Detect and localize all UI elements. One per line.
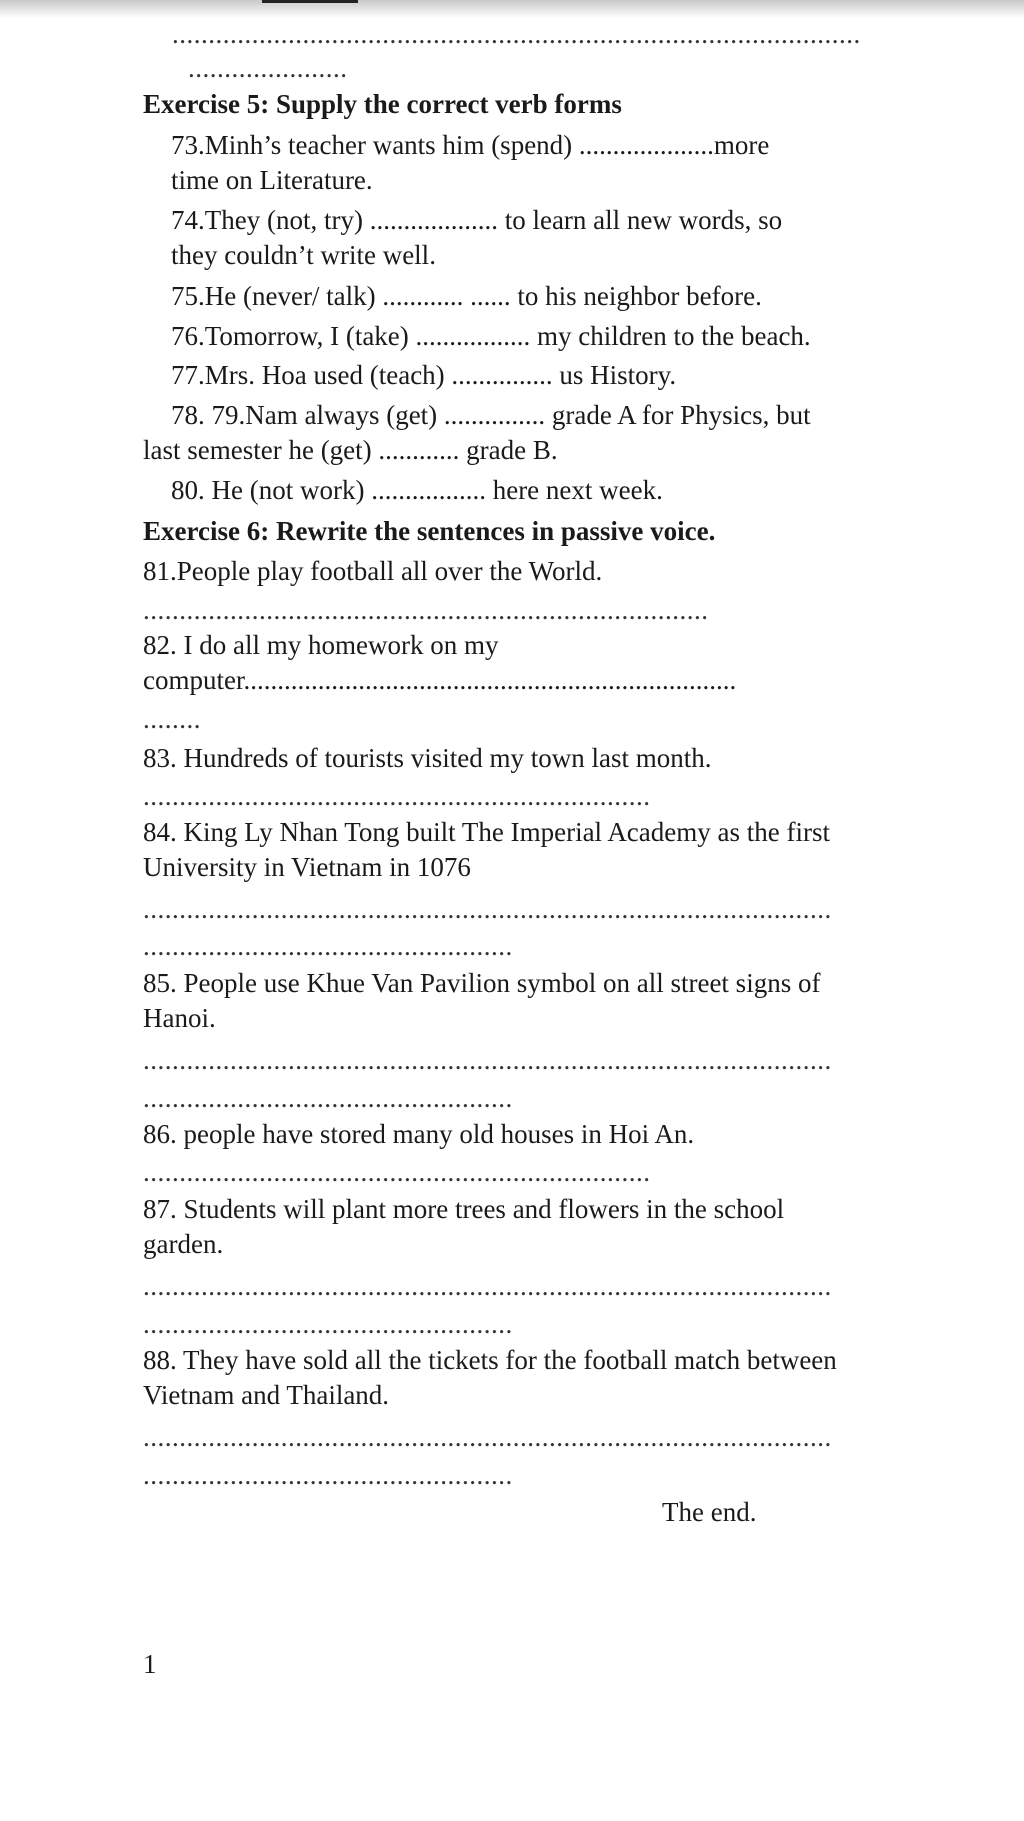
exercise-line: 76.Tomorrow, I (take) ................. my children to the beach. bbox=[171, 321, 811, 351]
answer-dotted-line: .............................................................................. bbox=[143, 595, 709, 625]
exercise-line: 78. 79.Nam always (get) ............... grade A for Physics, but bbox=[171, 400, 811, 430]
question-84-cont: University in Vietnam in 1076 bbox=[143, 852, 471, 882]
question-85: 85. People use Khue Van Pavilion symbol on all street signs of bbox=[143, 968, 821, 998]
page-number: 1 bbox=[143, 1649, 157, 1679]
question-88: 88. They have sold all the tickets for the football match between bbox=[143, 1345, 837, 1375]
question-82: 82. I do all my homework on my bbox=[143, 630, 499, 660]
answer-dotted-line: ............................................................................................... bbox=[143, 1271, 832, 1301]
exercise-6-title: Exercise 6: Rewrite the sentences in passive voice. bbox=[143, 516, 716, 546]
the-end-text: The end. bbox=[662, 1497, 757, 1527]
question-85-cont: Hanoi. bbox=[143, 1003, 216, 1033]
exercise-line: 73.Minh’s teacher wants him (spend) ....................more bbox=[171, 130, 770, 160]
answer-dotted-line: ............................................................................................... bbox=[143, 1422, 832, 1452]
exercise-line: last semester he (get) ............ grade B. bbox=[143, 435, 558, 465]
exercise-line: 75.He (never/ talk) ............ ...... to his neighbor before. bbox=[171, 281, 762, 311]
exercise-line: 80. He (not work) ................. here next week. bbox=[171, 475, 663, 505]
answer-dotted-line: ...................... bbox=[188, 53, 348, 83]
question-86: 86. people have stored many old houses in Hoi An. bbox=[143, 1119, 695, 1149]
answer-dotted-line: ............................................................................................... bbox=[143, 1045, 832, 1075]
answer-dotted-line: ...................................................................... bbox=[143, 1157, 651, 1187]
answer-dotted-line: ...................................................................... bbox=[143, 781, 651, 811]
question-82-cont: computer......................................................................... bbox=[143, 665, 737, 695]
exercise-line: 77.Mrs. Hoa used (teach) ............... us History. bbox=[171, 360, 677, 390]
page-top-shadow bbox=[0, 0, 1024, 18]
question-88-cont: Vietnam and Thailand. bbox=[143, 1380, 390, 1410]
answer-dotted-line: ........ bbox=[143, 704, 201, 734]
question-84: 84. King Ly Nhan Tong built The Imperial Academy as the first bbox=[143, 817, 830, 847]
question-87: 87. Students will plant more trees and flowers in the school bbox=[143, 1194, 785, 1224]
answer-dotted-line: ................................................... bbox=[143, 1309, 513, 1339]
answer-dotted-line: ................................................... bbox=[143, 931, 513, 961]
answer-dotted-line: ............................................................................................... bbox=[172, 19, 861, 49]
top-underline-fragment bbox=[262, 0, 358, 3]
exercise-line: they couldn’t write well. bbox=[171, 240, 436, 270]
answer-dotted-line: ................................................... bbox=[143, 1460, 513, 1490]
question-87-cont: garden. bbox=[143, 1229, 224, 1259]
answer-dotted-line: ............................................................................................... bbox=[143, 894, 832, 924]
question-81: 81.People play football all over the World. bbox=[143, 556, 603, 586]
exercise-5-title: Exercise 5: Supply the correct verb forms bbox=[143, 89, 622, 119]
question-83: 83. Hundreds of tourists visited my town last month. bbox=[143, 743, 712, 773]
answer-dotted-line: ................................................... bbox=[143, 1083, 513, 1113]
exercise-line: 74.They (not, try) ................... to learn all new words, so bbox=[171, 205, 783, 235]
exercise-line: time on Literature. bbox=[171, 165, 373, 195]
